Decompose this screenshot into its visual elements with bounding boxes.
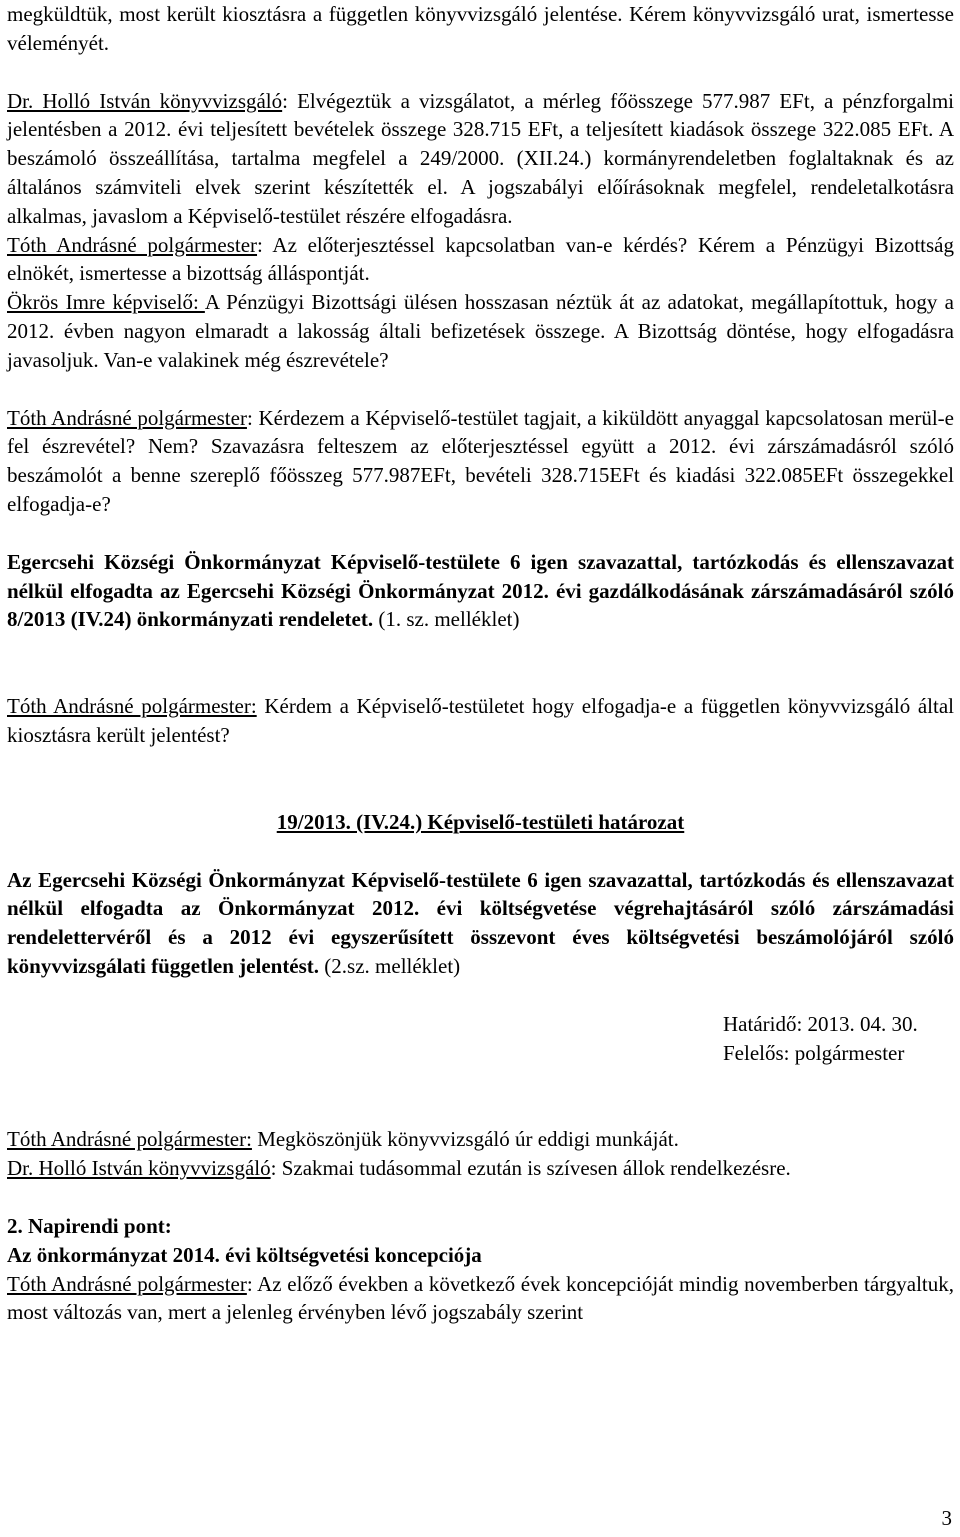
spacer	[7, 519, 954, 548]
paragraph-auditor-reply	[7, 1154, 954, 1183]
paragraph-mayor-concept	[7, 1270, 954, 1328]
agenda-item-title: Az önkormányzat 2014. évi költségvetési koncepciója	[7, 1242, 482, 1267]
document-page	[7, 0, 954, 1327]
spacer	[7, 375, 954, 404]
speaker-name: Tóth Andrásné polgármester:	[7, 1127, 252, 1152]
speaker-name: Dr. Holló István könyvvizsgáló	[7, 1156, 271, 1181]
paragraph-text: : Az előző években a következő évek koncepcióját mindig novemberben tárgyaltuk, most változás van, mert a jelenleg érvényben lévő jogszabály szerint	[7, 1271, 954, 1325]
paragraph-text: Megköszönjük könyvvizsgáló úr eddigi munkáját.	[251, 1127, 679, 1152]
paragraph-decree-decision	[7, 548, 954, 634]
spacer	[7, 837, 954, 866]
paragraph-text: : Kérdezem a Képviselő-testület tagjait, a kiküldött anyaggal kapcsolatosan merül-e fel észrevétel? Nem? Szavazásra felteszem az előterjesztéssel együtt a 2012. évi zárszámadásról szóló beszámolót a benne szereplő főösszeg 577.987EFt, bevételi 328.715EFt és kiadási 322.085EFt összegekkel elfogadja-e?	[7, 405, 954, 516]
paragraph-mayor-thanks	[7, 1125, 954, 1154]
spacer	[7, 1183, 954, 1212]
paragraph-auditor-opinion	[7, 87, 954, 231]
annex-reference: (1. sz. melléklet)	[373, 607, 520, 632]
decision-text: Egercsehi Községi Önkormányzat Képviselő-testülete 6 igen szavazattal, tartózkodás és ellenszavazat nélkül elfogadta az Egercsehi Községi Önkormányzat 2012. évi gazdálkodásának zárszámadásáról szóló 8/2013 (IV.24) önkormányzati rendeletet.	[7, 549, 954, 632]
paragraph-mayor-question	[7, 231, 954, 289]
paragraph-mayor-vote-call	[7, 404, 954, 519]
spacer	[7, 1067, 954, 1125]
speaker-name: Tóth Andrásné polgármester	[7, 232, 258, 257]
responsible-text: Felelős: polgármester	[723, 1040, 905, 1065]
spacer	[7, 634, 954, 692]
spacer	[7, 58, 954, 87]
paragraph-text: : Szakmai tudásommal ezután is szívesen állok rendelkezésre.	[270, 1156, 791, 1181]
speaker-name: Tóth Andrásné polgármester	[7, 405, 247, 430]
speaker-name: Tóth Andrásné polgármester	[7, 1271, 247, 1296]
resolution-title	[7, 808, 954, 837]
paragraph-intro	[7, 0, 954, 58]
paragraph-committee-opinion	[7, 288, 954, 374]
page-number: 3	[941, 1506, 952, 1530]
paragraph-text: : Elvégeztük a vizsgálatot, a mérleg főösszege 577.987 EFt, a pénzforgalmi jelentésben a 2012. évi teljesített bevételek összege 328.715 EFt, a teljesített kiadások összege 322.085 EFt. A beszámoló összeállítása, tartalma megfelel a 249/2000. (XII.24.) kormányrendeletben foglaltaknak és az általános számviteli elvek szerint készítették el. A jogszabályi előírásoknak megfelel, rendeletalkotásra alkalmas, javaslom a Képviselő-testület részére elfogadásra.	[7, 88, 955, 228]
speaker-name: Dr. Holló István könyvvizsgáló	[7, 88, 283, 113]
paragraph-text: : Az előterjesztéssel kapcsolatban van-e kérdés? Kérem a Pénzügyi Bizottság elnökét, ismertesse a bizottság álláspontját.	[7, 232, 955, 286]
spacer	[7, 750, 954, 808]
spacer	[7, 981, 954, 1010]
resolution-title-text: 19/2013. (IV.24.) Képviselő-testületi határozat	[276, 809, 685, 834]
paragraph-text: megküldtük, most került kiosztásra a független könyvvizsgáló jelentése. Kérem könyvvizsgáló urat, ismertesse véleményét.	[7, 2, 954, 55]
deadline-block	[723, 1010, 954, 1068]
speaker-name: Ökrös Imre képviselő:	[7, 290, 205, 315]
deadline-text: Határidő: 2013. 04. 30.	[723, 1011, 918, 1036]
paragraph-text: Kérdem a Képviselő-testületet hogy elfogadja-e a független könyvvizsgáló által kiosztásra került jelentést?	[7, 694, 954, 747]
paragraph-mayor-audit-question	[7, 692, 954, 750]
agenda-item-number: 2. Napirendi pont:	[7, 1213, 172, 1238]
speaker-name: Tóth Andrásné polgármester:	[7, 694, 257, 719]
decision-text: Az Egercsehi Községi Önkormányzat Képviselő-testülete 6 igen szavazattal, tartózkodás és ellenszavazat nélkül elfogadta az Önkormányzat 2012. évi költségvetése végrehajtásáról szóló zárszámadási rendelettervéről és a 2012 évi egyszerűsített összevont éves költségvetési beszámolójáról szóló könyvvizsgálati független jelentést.	[7, 867, 954, 978]
paragraph-text: A Pénzügyi Bizottsági ülésen hosszasan néztük át az adatokat, megállapítottuk, hogy a 2012. évben nagyon elmaradt a lakosság általi befizetések összege. A Bizottság döntése, hogy elfogadásra javasoljuk. Van-e valakinek még észrevétele?	[7, 290, 954, 372]
annex-reference: (2.sz. melléklet)	[319, 953, 461, 978]
paragraph-resolution-decision	[7, 866, 954, 981]
